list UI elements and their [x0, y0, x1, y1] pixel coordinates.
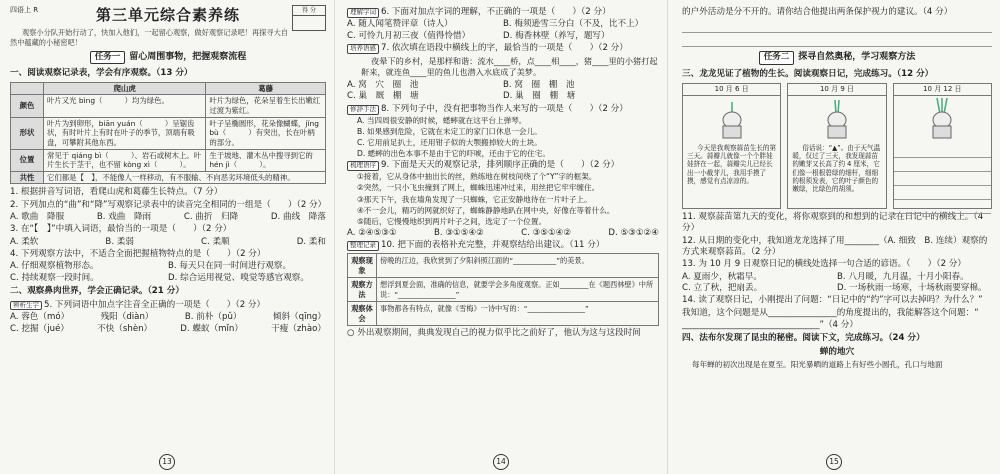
- option[interactable]: A. 柔软: [10, 236, 39, 247]
- option[interactable]: B. ③①⑤④②: [433, 227, 484, 238]
- question-8-text: 8. 下列句子中，没有把事物当作人来写的一项是（ ）（2 分）: [381, 103, 628, 114]
- option[interactable]: C. 立了秋，把扇丢。: [682, 282, 763, 293]
- question-9-options: [347, 228, 659, 239]
- observation-table: [10, 82, 326, 185]
- row-label: 共性: [11, 171, 44, 184]
- option[interactable]: D. 蟋蟀的出色本事不是由于它的吓唬，还由于它的住宅。: [357, 149, 550, 159]
- diary-date: 10 月 6 日: [683, 84, 780, 96]
- list-item: ④不一会儿，精巧的网就织好了，蜘蛛静静地趴在网中央，好像在等着什么。: [357, 205, 615, 215]
- diary-answer-lines[interactable]: [894, 144, 991, 214]
- option[interactable]: C. 柔顺: [201, 236, 230, 247]
- option[interactable]: 不快（shèn）: [97, 324, 153, 335]
- task-title: 探寻自然奥秘，学习观察方法: [798, 52, 916, 63]
- table-row: [11, 171, 326, 184]
- tag-badge: 整理记录: [347, 241, 379, 251]
- question-1: 1. 根据拼音写词语，看爬山虎和葛藤生长特点。（7 分）: [10, 187, 223, 198]
- option[interactable]: C. 巢 厩 棚 塘: [347, 91, 419, 102]
- table-cell[interactable]: 事物都各有特点，就像《雪梅》一诗中写的：“________________”: [377, 302, 659, 326]
- row-label: 颜色: [11, 95, 44, 117]
- question-7: [347, 43, 659, 54]
- page-14: [334, 0, 667, 474]
- option[interactable]: C. 持续观察一段时间。: [10, 272, 99, 283]
- option[interactable]: C. 它用前足扒土，还用钳子似的大颚搬掉较大的土块。: [357, 138, 542, 148]
- table-cell[interactable]: 叶子呈椭圆形，花朵像蝴蝶，jǐng bù（ ）有突出，长在叶柄的部分。: [206, 117, 326, 149]
- option[interactable]: D. 巢 圈 棚 塘: [503, 91, 576, 102]
- question-9: [347, 160, 659, 171]
- option[interactable]: A. 当四周很安静的时候，蟋蟀就在这平台上弹琴。: [357, 116, 527, 126]
- list-item: ②突然，一只小飞虫撞到了网上，蜘蛛迅速冲过来，用丝把它牢牢缠住。: [357, 183, 600, 193]
- option[interactable]: C. ③⑤①④②: [521, 227, 572, 238]
- option[interactable]: B. 梅须逊雪三分白（不及，比不上）: [503, 19, 644, 30]
- diary-card: [787, 83, 886, 209]
- question-9-text: 9. 下面是天天的观察记录，排列顺序正确的是（ ）（2 分）: [381, 160, 620, 171]
- row-label: 观察方法: [348, 278, 377, 302]
- table-cell: 叶片为绿色，花朵呈着生长出嫩红过渡为紫红。: [206, 95, 326, 117]
- task-tag: 任务二: [759, 51, 795, 64]
- task-title: 留心周围事物，把握观察流程: [129, 51, 247, 62]
- page-13: [0, 0, 334, 474]
- diary-date: 10 月 12 日: [894, 84, 991, 96]
- page-15: [667, 0, 1000, 474]
- page-number: 15: [826, 454, 842, 470]
- task-two-header: [682, 51, 992, 64]
- intro-text: 观察小分队开始行动了，快加入他们，一起留心观察，做好观察记录吧！再探寻大自然中蕴藏的小秘密吧！: [10, 27, 288, 47]
- option[interactable]: A. 仔细观察植物形态。: [10, 261, 99, 272]
- section-4-heading: 四、法布尔发现了昆虫的秘密。阅读下文，完成练习。（24 分）: [682, 333, 925, 344]
- question-6-text: 6. 下面对加点字词的理解，不正确的一项是（ ）（2 分）: [381, 7, 611, 17]
- task-one-header: [10, 51, 326, 64]
- passage-title: 蝉的地穴: [819, 346, 855, 357]
- question-14: 14. 读了观察日记，小刚提出了问题：“日记中的“约”字可以去掉吗？为什么？”: [682, 295, 983, 306]
- option[interactable]: B. 八月暖，九月温，十月小阳春。: [837, 271, 969, 282]
- option[interactable]: B. 柔弱: [105, 236, 134, 247]
- grade-label: 四语上 R: [10, 6, 39, 14]
- option[interactable]: C. 可怜九月初三夜（值得怜惜）: [347, 30, 471, 41]
- option[interactable]: A. 夏雨少，秋霜早。: [682, 271, 762, 282]
- row-label: 观察体会: [348, 302, 377, 326]
- option[interactable]: A. 蓉色（mó）: [10, 311, 70, 322]
- question-2: 2. 下列加点的“曲”和“降”写观察记录表中的读音完全相同的一组是（ ）（2 分）: [10, 199, 327, 210]
- question-4: 4. 下列观察方法中，不适合全面把握植物特点的是（ ）（2 分）: [10, 249, 266, 260]
- option[interactable]: A. 窝 穴 圈 池: [347, 80, 419, 91]
- answer-line[interactable]: [682, 33, 992, 47]
- list-item: ③那天下午，我在墙角发现了一只蜘蛛，它正安静地待在一片叶子上。: [357, 194, 592, 204]
- option[interactable]: B. 如果感到危险，它就在未定工的家门口休息一会儿。: [357, 127, 542, 137]
- score-box[interactable]: [292, 5, 326, 31]
- question-2-options: [10, 212, 326, 223]
- option[interactable]: B. 每天只在同一时间进行观察。: [168, 261, 292, 272]
- question-14-line2[interactable]: 我知道，这个问题是从________________的角度提出的，我能解答这个问题：“: [682, 307, 979, 318]
- question-7-passage: 夜晕下的乡村，是那样和谐：流水____桥，点____相____，猪____里的小猪打起鼾来，就连鱼____里的鱼儿也潜入水底成了美梦。: [361, 56, 658, 78]
- table-row: [348, 254, 659, 278]
- diary-cards: [682, 83, 992, 209]
- option[interactable]: D. ⑤③①②④: [608, 227, 659, 238]
- table-header: [11, 82, 44, 95]
- option[interactable]: D. 一场秋雨一场寒，十场秋雨要穿棉。: [837, 282, 987, 293]
- diary-card: [893, 83, 992, 209]
- page-number: 14: [493, 454, 509, 470]
- option[interactable]: A. ②④⑤③①: [347, 227, 397, 238]
- table-cell[interactable]: 生于坡地、灌木丛中搜寻到它的 hén jì（ ）。: [206, 149, 326, 171]
- question-14-line3[interactable]: ________________________________”（4 分）: [682, 320, 858, 330]
- tag-badge: 理解字词: [347, 8, 379, 18]
- page-number: 13: [159, 454, 175, 470]
- question-7-text: 7. 依次填在语段中横线上的字，最恰当的一项是（ ）（2 分）: [381, 43, 628, 54]
- question-7-options: [347, 80, 659, 103]
- table-row: [11, 149, 326, 171]
- tag-badge: 培养语感: [347, 44, 379, 54]
- option[interactable]: D. 综合运用视觉、嗅觉等感官观察。: [168, 272, 309, 283]
- question-5: [10, 300, 326, 311]
- option[interactable]: B. 戏曲 降雨: [96, 212, 152, 223]
- row-label: 观察现象: [348, 254, 377, 278]
- option[interactable]: D. 曲线 降落: [270, 212, 326, 223]
- answer-line[interactable]: [682, 19, 992, 33]
- option[interactable]: C. 挖掘（jué）: [10, 324, 69, 335]
- page-title: 第三单元综合素养练: [95, 6, 240, 24]
- garlic-sprout-icon: [683, 96, 780, 144]
- option[interactable]: C. 曲折 归降: [183, 212, 239, 223]
- section-1-heading: 一、阅读观察记录表，学会有序观察。（13 分）: [10, 68, 193, 79]
- list-item: ⑤随后，它慢慢地织到两片叶子之间，选定了一个位置。: [357, 216, 547, 226]
- diary-date: 10 月 9 日: [788, 84, 885, 96]
- diary-card: [682, 83, 781, 209]
- diary-text: 今天是我观察蒜苗生长的第三天。蒜瓣儿就像一个个胖娃娃挤在一起，蒜瓣尖儿已经长出一小截芽儿，我用手摸了摸，感觉有点凉凉的。: [687, 143, 777, 185]
- table-row: [348, 302, 659, 326]
- table-cell[interactable]: 叶片又光 bìng（ ）均为绿色。: [44, 95, 206, 117]
- diary-text: 俗话说：“▲”。由于天气温暖，仅过了三天，我发现蒜苗的嫩芽又长高了约 4 厘米，它们像一根根碧绿的细杆，细细的根须发表，它的叶子颜色的嫩绿，比绿色的胡须。: [792, 143, 881, 194]
- table-cell[interactable]: 想浮到夏会面，准确的信息，就要学会多角度观察。正如________在《题西林壁》中所说：“________________”: [377, 278, 659, 302]
- question-5-text: 5. 下列词语中加点字注音全正确的一项是（ ）（2 分）: [44, 299, 266, 310]
- question-3-options: [10, 237, 326, 248]
- question-3: 3. 在“【 】”中填入词语，最恰当的一项是（ ）（2 分）: [10, 224, 232, 235]
- passage-text: 每年蝉的初次出现是在夏至。阳光暴晒的道路上有好些小圆孔，孔口与地面: [692, 360, 943, 370]
- question-9-items: [347, 172, 659, 226]
- option[interactable]: 残阳（diàn）: [100, 311, 154, 322]
- table-row: [11, 95, 326, 117]
- option[interactable]: B. 前朴（pǔ）: [184, 311, 242, 322]
- question-10-text: 10. 把下面的表格补充完整，并观察结给出建议。（11 分）: [381, 239, 605, 250]
- table-row: [348, 278, 659, 302]
- table-cell[interactable]: 叶片为到卵形，biān yuán（ ）呈锯齿状，有时叶片上有时在叶子的季节，顶端有吸盘，可攀附其他东西。: [44, 117, 206, 149]
- list-item: ①接着，它从身体中抽出长的丝，熟练地在树枝间绕了个“Y”字的框架。: [357, 172, 597, 182]
- row-label: 形状: [11, 117, 44, 149]
- question-8: [347, 104, 659, 115]
- option[interactable]: D. 柔和: [296, 236, 326, 247]
- question-10: [347, 240, 659, 251]
- question-5-options-row2: [10, 324, 326, 335]
- question-13-options: [682, 272, 992, 295]
- question-12: 12. 从日期的变化中，我知道龙龙选择了用________（A. 细致 B. 连续）观察的方式来观察蒜苗。（2 分）: [682, 235, 988, 257]
- question-6: [347, 7, 659, 18]
- observation-summary-table: [347, 253, 659, 326]
- section-2-heading: 二、观察鼻肉世界，学会正确记录。（21 分）: [10, 286, 184, 297]
- question-6-options: [347, 19, 659, 42]
- option[interactable]: A. 歌曲 降服: [10, 212, 65, 223]
- question-10-tail: ○ 外出观察期间，典典发现自己的视力似乎比之前好了，他认为这与这段时间: [347, 328, 641, 339]
- option[interactable]: A. 随人闻笔赞评章（诗人）: [347, 19, 453, 30]
- tag-badge: 辨析生字: [10, 301, 42, 311]
- score-label: 得 分: [293, 6, 325, 16]
- question-4-options: [10, 261, 326, 284]
- section-3-heading: 三、龙龙见证了植物的生长。阅读观察日记，完成练习。（12 分）: [682, 68, 934, 79]
- option[interactable]: D. 梅香林壁（养写，题写）: [503, 30, 610, 41]
- tag-badge: 修辞手法: [347, 105, 379, 115]
- question-8-options: [347, 116, 659, 159]
- option[interactable]: 倾斜（qīng）: [272, 311, 326, 322]
- question-11: 11. 观察蒜苗第九天的变化，将你观察到的和想到的记录在日记中的横线上。（4 分）: [682, 211, 984, 234]
- table-header: 爬山虎: [44, 82, 206, 95]
- row-label: 位置: [11, 149, 44, 171]
- table-cell[interactable]: 常见于 qiáng bì（ ）、岩石或树木上。叶片生长于茎干，也不留 kòng xì（ ）。: [44, 149, 206, 171]
- table-header: 葛藤: [206, 82, 326, 95]
- table-cell[interactable]: 它们都是【 】，不能像人一样移动，有不服输、不向恶劣环境低头的精神。: [44, 171, 326, 184]
- task-tag: 任务一: [90, 51, 126, 64]
- option[interactable]: D. 蝶蚁（mǐn）: [180, 324, 243, 335]
- option[interactable]: B. 窝 圈 棚 池: [503, 80, 575, 91]
- garlic-sprout-icon: [788, 96, 885, 144]
- table-row: [11, 117, 326, 149]
- question-5-options: [10, 312, 326, 323]
- question-13: 13. 为 10 月 9 日观察日记的横线处选择一句合适的谚语。（ ）（2 分）: [682, 259, 966, 270]
- continued-question: 的户外活动是分不开的。请你结合他提出两条保护视力的建议。（4 分）: [682, 7, 953, 17]
- option[interactable]: 干瘦（zhào）: [271, 324, 326, 335]
- table-cell[interactable]: 傍晚的江边，我欣赏到了夕阳斜照江面的“____________”的美景。: [377, 254, 659, 278]
- garlic-sprout-icon: [894, 96, 991, 144]
- tag-badge: 梳理语序: [347, 161, 379, 171]
